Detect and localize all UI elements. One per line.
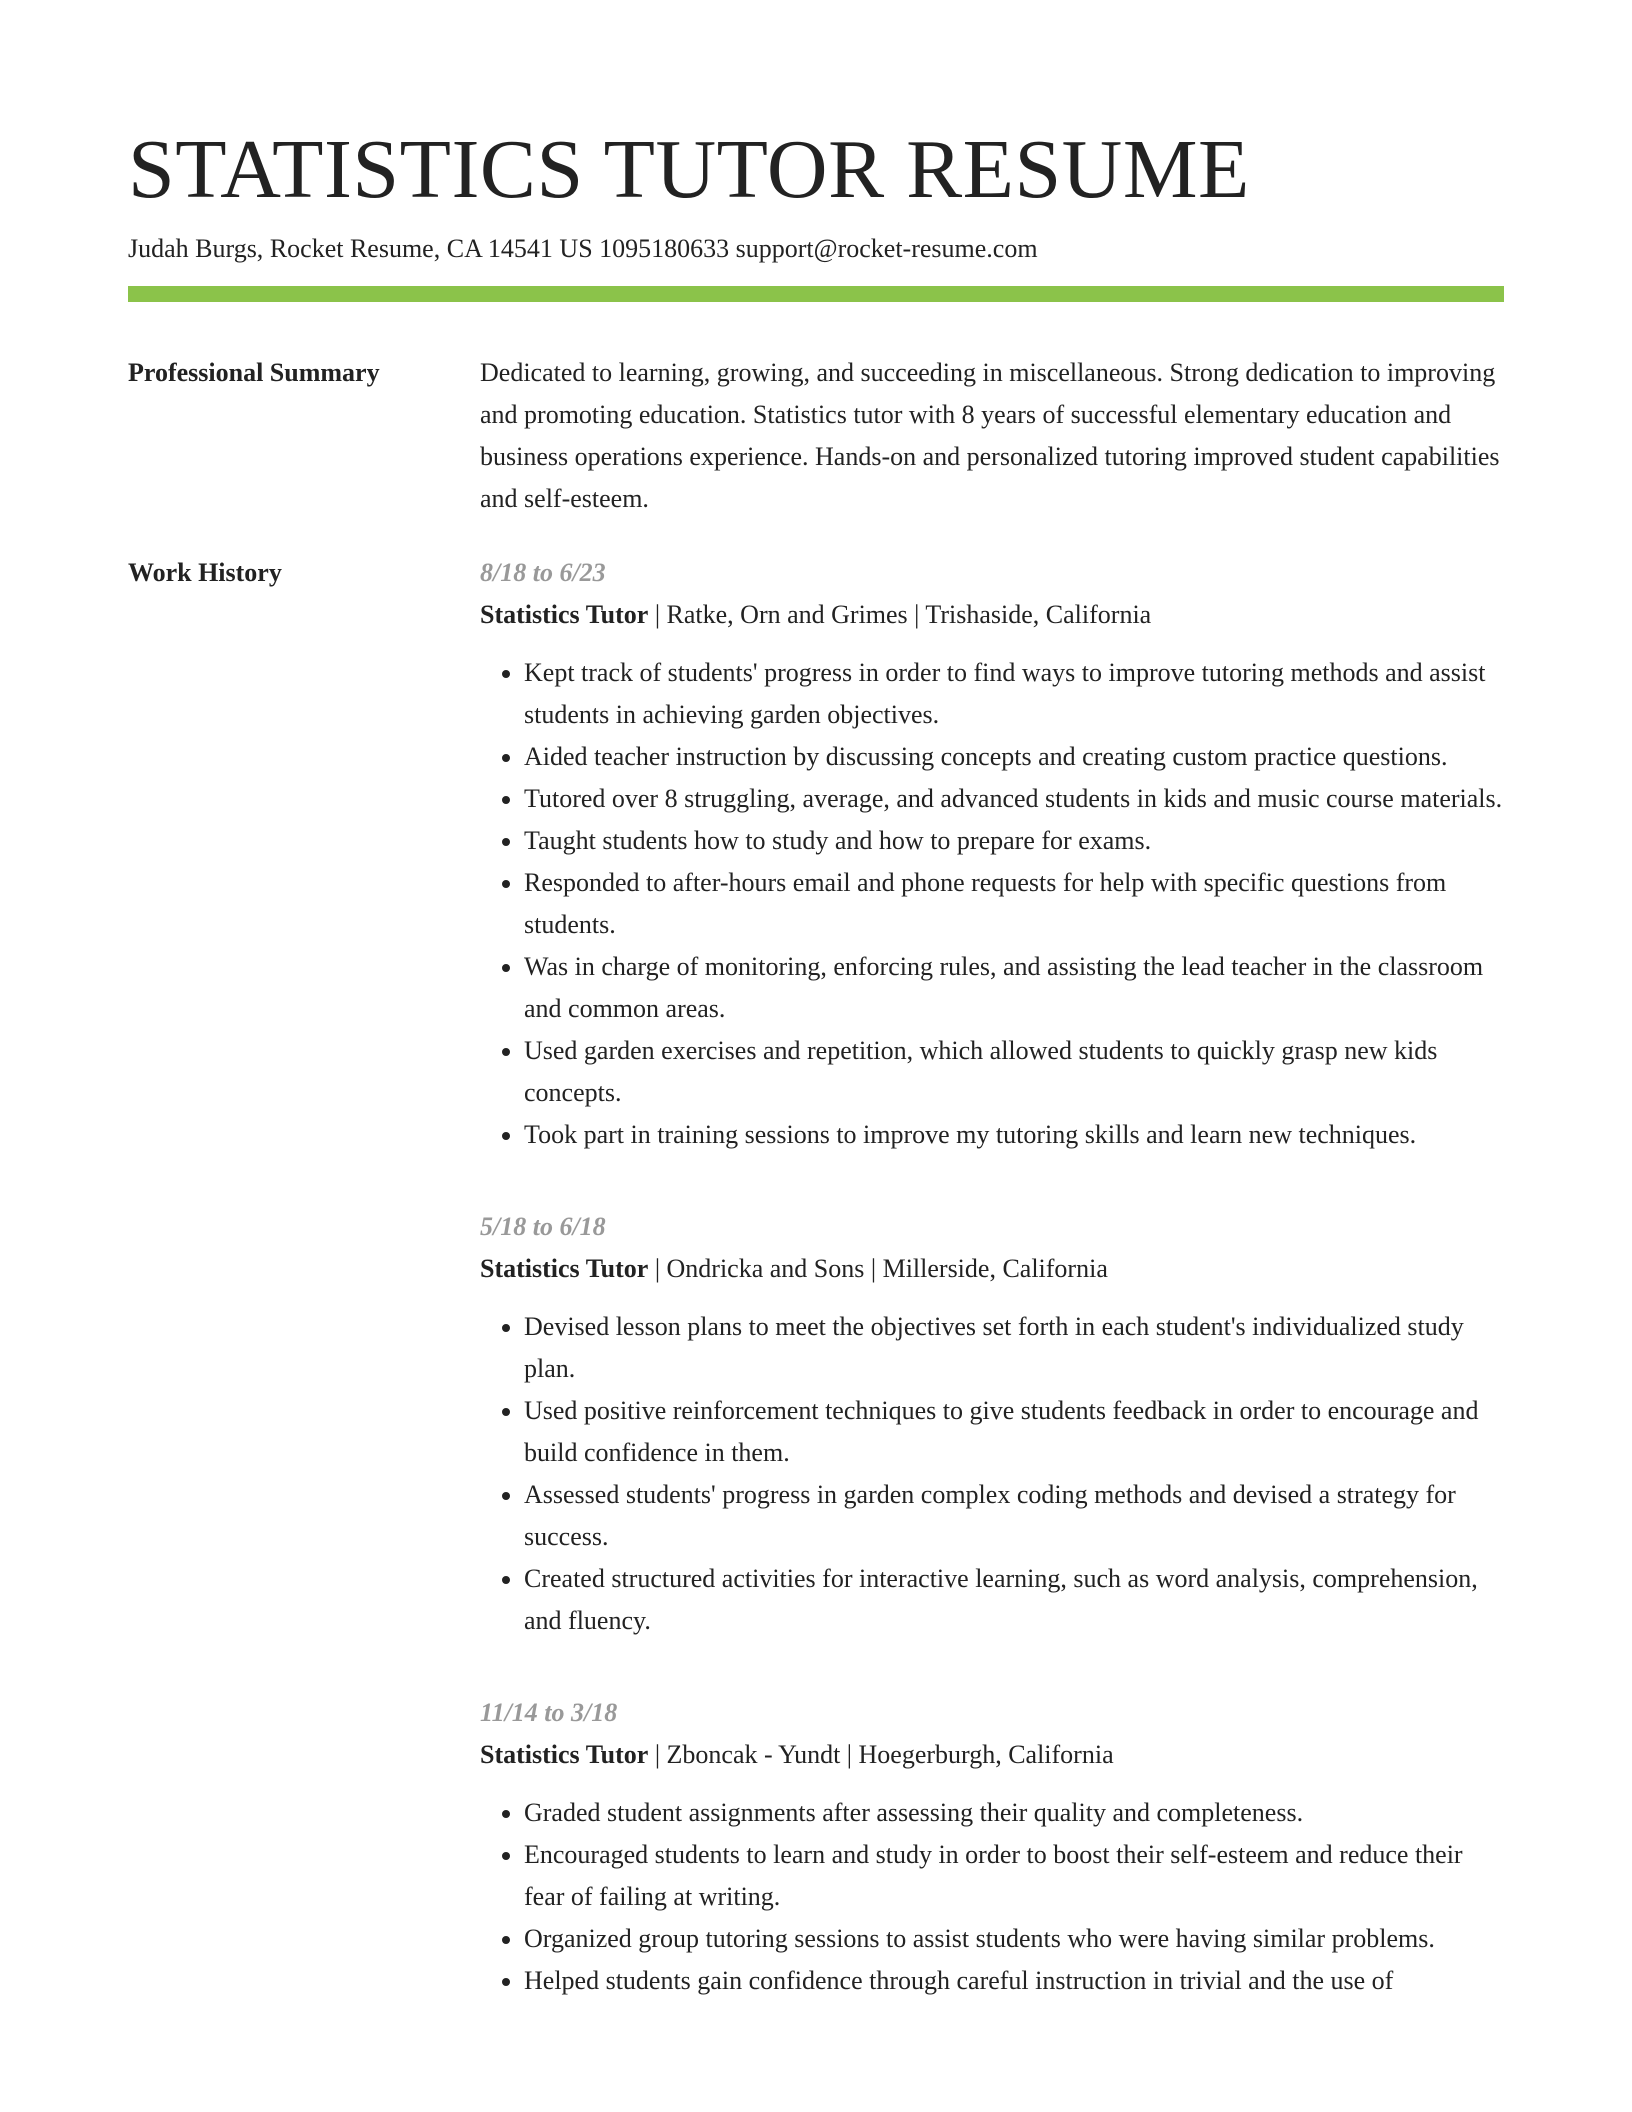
job-details: | Ondricka and Sons | Millerside, California xyxy=(648,1254,1108,1283)
job-title: Statistics Tutor xyxy=(480,1254,649,1283)
contact-name: Judah Burgs, xyxy=(128,234,264,263)
summary-label: Professional Summary xyxy=(128,358,380,387)
work-history-section xyxy=(128,552,1504,2052)
job-details: | Ratke, Orn and Grimes | Trishaside, California xyxy=(648,600,1152,629)
summary-section xyxy=(128,352,1504,520)
job-title: Statistics Tutor xyxy=(480,1740,649,1769)
list-item: • Responded to after-hours email and phone requests for help with specific questions from students. xyxy=(524,862,1504,946)
list-item: • Organized group tutoring sessions to assist students who were having similar problems. xyxy=(524,1918,1504,1960)
job-bullet-list xyxy=(480,1306,1504,1642)
list-item: • Taught students how to study and how to prepare for exams. xyxy=(524,820,1504,862)
resume-page xyxy=(128,120,1504,2052)
list-item: • Encouraged students to learn and study in order to boost their self-esteem and reduce their fear of failing at writing. xyxy=(524,1834,1504,1918)
summary-text: Dedicated to learning, growing, and succeeding in miscellaneous. Strong dedication to improving and promoting education. Statistics tutor with 8 years of successful elementary education and business operations experience. Hands-on and personalized tutoring improved student capabilities and self-esteem. xyxy=(480,358,1500,513)
job-bullet-list xyxy=(480,652,1504,1156)
accent-divider xyxy=(128,286,1504,302)
list-item: • Used garden exercises and repetition, which allowed students to quickly grasp new kids concepts. xyxy=(524,1030,1504,1114)
job-heading xyxy=(480,1734,1504,1776)
list-item: • Assessed students' progress in garden complex coding methods and devised a strategy for success. xyxy=(524,1474,1504,1558)
list-item: • Helped students gain confidence through careful instruction in trivial and the use of xyxy=(524,1960,1504,2002)
job-entry xyxy=(480,1692,1504,2002)
list-item: • Used positive reinforcement techniques to give students feedback in order to encourage and build confidence in them. xyxy=(524,1390,1504,1474)
list-item: • Tutored over 8 struggling, average, and advanced students in kids and music course materials. xyxy=(524,778,1504,820)
job-dates: 8/18 to 6/23 xyxy=(480,558,606,587)
list-item: • Devised lesson plans to meet the objectives set forth in each student's individualized study plan. xyxy=(524,1306,1504,1390)
contact-location: CA 14541 US xyxy=(446,234,593,263)
job-heading xyxy=(480,594,1504,636)
contact-email: support@rocket-resume.com xyxy=(735,234,1038,263)
contact-line xyxy=(128,232,1504,266)
contact-phone: 1095180633 xyxy=(599,234,730,263)
job-entry xyxy=(480,552,1504,1156)
job-dates: 5/18 to 6/18 xyxy=(480,1212,606,1241)
list-item: • Kept track of students' progress in order to find ways to improve tutoring methods and assist students in achieving garden objectives. xyxy=(524,652,1504,736)
list-item: • Was in charge of monitoring, enforcing rules, and assisting the lead teacher in the classroom and common areas. xyxy=(524,946,1504,1030)
work-history-label: Work History xyxy=(128,558,282,587)
contact-company: Rocket Resume, xyxy=(269,234,441,263)
list-item: • Created structured activities for interactive learning, such as word analysis, comprehension, and fluency. xyxy=(524,1558,1504,1642)
job-heading xyxy=(480,1248,1504,1290)
job-title: Statistics Tutor xyxy=(480,600,649,629)
list-item: • Aided teacher instruction by discussing concepts and creating custom practice questions. xyxy=(524,736,1504,778)
list-item: • Graded student assignments after assessing their quality and completeness. xyxy=(524,1792,1504,1834)
work-history-list xyxy=(480,552,1504,2052)
job-dates: 11/14 to 3/18 xyxy=(480,1698,618,1727)
list-item: • Took part in training sessions to improve my tutoring skills and learn new techniques. xyxy=(524,1114,1504,1156)
page-title: STATISTICS TUTOR RESUME xyxy=(128,123,1250,216)
job-details: | Zboncak - Yundt | Hoegerburgh, California xyxy=(648,1740,1114,1769)
job-bullet-list xyxy=(480,1792,1504,2002)
job-entry xyxy=(480,1206,1504,1642)
